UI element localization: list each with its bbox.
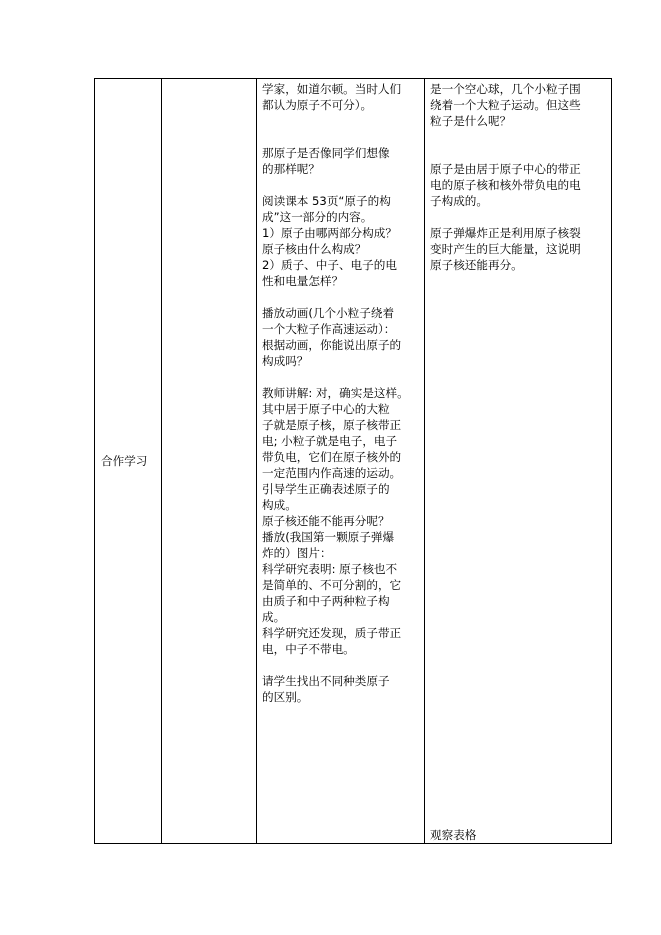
student-paragraph-2: 原子是由居于原子中心的带正 电的原子核和核外带负电的电 子构成的。	[430, 162, 581, 208]
teacher-paragraph-1: 学家，如道尔顿。当时人们 都认为原子不可分）。	[262, 82, 402, 112]
lesson-plan-table	[94, 78, 612, 844]
section-label: 合作学习	[101, 454, 148, 468]
table-row	[95, 79, 612, 844]
teacher-paragraph-5: 教师讲解: 对，确实是这样。 其中居于原子中心的大粒 子就是原子核，原子核带正 电; 小粒子就是电子，电子 带负电，它们在原子核外的 一定范围内作高速的运动。 引导学生正确表述原子的 构成。 原子核还能不能再分呢？ 播放(我国第一颗原子弹爆 炸的）图片： 科学研究表明: 原子核也不 是简单的、不可分割的，它 由质子和中子两种粒子构 成。 科学研究还发现，质子带正 电，中子不带电。	[262, 386, 409, 656]
student-paragraph-1: 是一个空心球，几个小粒子围 绕着一个大粒子运动。但这些 粒子是什么呢？	[430, 82, 581, 128]
student-bottom-note: 观察表格	[430, 828, 477, 842]
teacher-paragraph-6: 请学生找出不同种类原子 的区别。	[262, 674, 390, 704]
empty-cell	[162, 79, 257, 844]
teacher-paragraph-3: 阅读课本 53页“原子的构 成”这一部分的内容。 1）原子由哪两部分构成？ 原子核由什么构成？ 2）质子、中子、电子的电 性和电量怎样？	[262, 194, 397, 288]
section-cell	[95, 79, 162, 844]
student-paragraph-3: 原子弹爆炸正是利用原子核裂 变时产生的巨大能量，这说明 原子核还能再分。	[430, 226, 581, 272]
teacher-paragraph-2: 那原子是否像同学们想像 的那样呢？	[262, 146, 390, 176]
teacher-activity-cell	[257, 79, 425, 844]
teacher-paragraph-4: 播放动画(几个小粒子绕着 一个大粒子作高速运动）： 根据动画，你能说出原子的 构成吗？	[262, 306, 402, 368]
student-activity-cell	[425, 79, 612, 844]
